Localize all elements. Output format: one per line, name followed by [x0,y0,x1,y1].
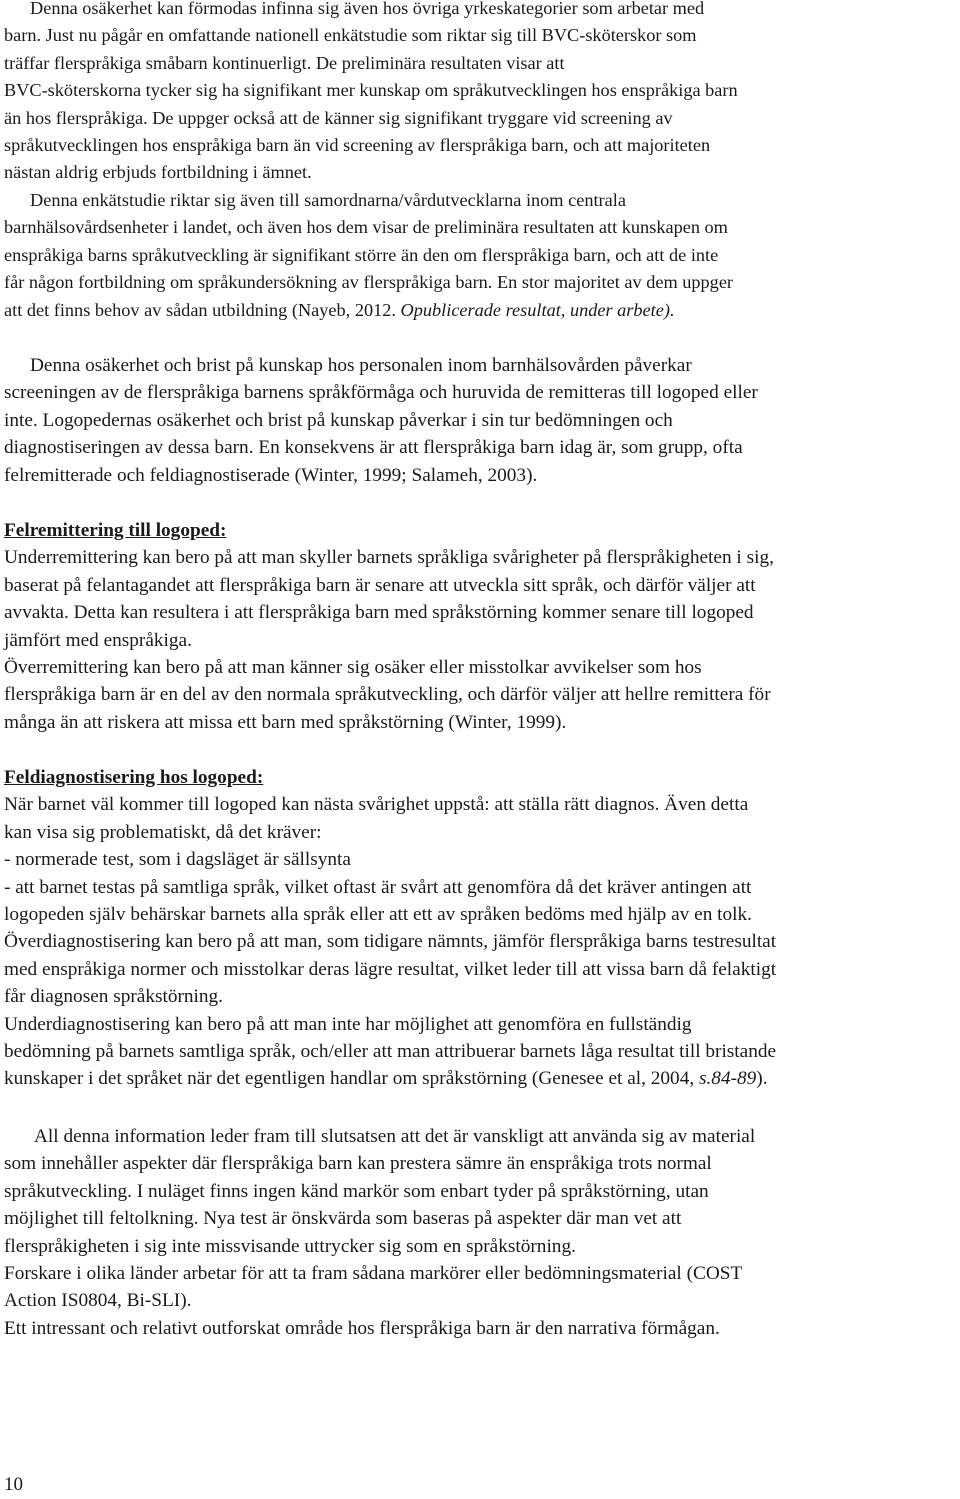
section-heading: Feldiagnostisering hos logoped: [4,767,264,788]
text-line: får diagnosen språkstörning. [4,986,224,1008]
text-line: jämfört med enspråkiga. [4,629,192,651]
text-line: diagnostiseringen av dessa barn. En konsekvens är att flerspråkiga barn idag är, som grupp, ofta [4,437,743,459]
text-line: Överremittering kan bero på att man känner sig osäker eller misstolkar avvikelser som hos [4,657,702,679]
text-line: barn. Just nu pågår en omfattande nationell enkätstudie som riktar sig till BVC-sköterskor som [4,25,697,46]
text-line: nästan aldrig erbjuds fortbildning i ämnet. [4,162,312,183]
text-line: än hos flerspråkiga. De uppger också att de känner sig signifikant tryggare vid screening av [4,107,673,128]
text-line: Denna enkätstudie riktar sig även till samordnarna/vårdutvecklarna inom centrala [30,190,626,210]
citation-text: kunskaper i det språket när det egentligen handlar om språkstörning (Genesee et al, 2004, [4,1068,699,1090]
page-number: 10 [4,1474,23,1495]
text-line: bedömning på barnets samtliga språk, och/eller att man attribuerar barnets låga resultat till bristande [4,1041,777,1063]
text-line: språkutvecklingen hos enspråkiga barn än vid screening av flerspråkiga barn, och att majoriteten [4,135,711,156]
text-line: får någon fortbildning om språkundersökning av flerspråkiga barn. En stor majoritet av dem uppger [4,272,734,293]
text-line: möjlighet till feltolkning. Nya test är önskvärda som baseras på aspekter där man vet att [4,1208,682,1230]
text-line: många än att riskera att missa ett barn med språkstörning (Winter, 1999). [4,711,567,733]
text-line: språkutveckling. I nuläget finns ingen känd markör som enbart tyder på språkstörning, utan [4,1180,709,1202]
text-line: screeningen av de flerspråkiga barnens språkförmåga och huruvida de remitteras till logoped eller [4,382,758,404]
paragraph-coordinators-survey [4,187,959,324]
citation-text: att det finns behov av sådan utbildning (Nayeb, 2012. [4,299,401,320]
text-line: med enspråkiga normer och misstolkar deras lägre resultat, vilket leder till att vissa barn då felaktigt [4,958,777,980]
paragraph-bvc-survey [4,0,959,187]
text-line: Forskare i olika länder arbetar för att ta fram sådana markörer eller bedömningsmaterial (COST [4,1263,743,1285]
text-line: Underremittering kan bero på att man skyller barnets språkliga svårigheter på flerspråkigheten i sig, [4,547,774,569]
text-line: Action IS0804, Bi-SLI). [4,1290,192,1312]
text-line: enspråkiga barns språkutveckling är signifikant större än den om flerspråkiga barn, och att de inte [4,244,719,265]
text-line: Överdiagnostisering kan bero på att man, som tidigare nämnts, jämför flerspråkiga barns testresultat [4,931,777,953]
text-line: träffar flerspråkiga småbarn kontinuerligt. De preliminära resultaten visar att [4,52,565,73]
text-line: Denna osäkerhet och brist på kunskap hos personalen inom barnhälsovården påverkar [30,355,692,376]
text-line [4,297,959,324]
text-line: som innehåller aspekter där flerspråkiga barn kan prestera sämre än enspråkiga trots normal [4,1153,712,1175]
citation-italic: s.84-89 [698,1068,757,1090]
paragraph-conclusion [4,1123,959,1342]
text-line: avvakta. Detta kan resultera i att flerspråkiga barn med språkstörning kommer senare till logoped [4,602,754,624]
text-line: logopeden själv behärskar barnets alla språk eller att ett av språken bedöms med hjälp av en tolk. [4,904,752,926]
section-misdiagnosis [4,764,959,1093]
text-line: Denna osäkerhet kan förmodas infinna sig även hos övriga yrkeskategorier som arbetar med [30,0,705,18]
text-line: inte. Logopedernas osäkerhet och brist på kunskap påverkar i sin tur bedömningen och [4,409,673,431]
list-item: - att barnet testas på samtliga språk, vilket oftast är svårt att genomföra då det kräver antingen att [4,876,752,898]
text-line: flerspråkiga barn är en del av den normala språkutveckling, och därför väljer att hellre remittera för [4,684,771,706]
list-item: - normerade test, som i dagsläget är sällsynta [4,849,351,871]
section-heading: Felremittering till logoped: [4,520,227,541]
paragraph-uncertainty [4,352,959,489]
citation-end: ). [756,1068,768,1090]
text-line: flerspråkigheten i sig inte missvisande uttrycker sig som en språkstörning. [4,1235,576,1257]
text-line: BVC-sköterskorna tycker sig ha signifikant mer kunskap om språkutvecklingen hos enspråkiga barn [4,80,738,101]
text-line: All denna information leder fram till slutsatsen att det är vanskligt att använda sig av material [34,1126,756,1147]
text-line: kan visa sig problematiskt, då det kräver: [4,821,322,843]
text-line: Ett intressant och relativt outforskat område hos flerspråkiga barn är den narrativa förmågan. [4,1317,720,1339]
text-line [4,1065,959,1092]
text-line: barnhälsovårdsenheter i landet, och även hos dem visar de preliminära resultaten att kunskapen om [4,217,728,238]
text-line: Underdiagnostisering kan bero på att man inte har möjlighet att genomföra en fullständig [4,1013,692,1035]
section-misreferral [4,517,959,736]
text-line: När barnet väl kommer till logoped kan nästa svårighet uppstå: att ställa rätt diagnos. Även detta [4,794,749,816]
text-line: felremitterade och feldiagnostiserade (Winter, 1999; Salameh, 2003). [4,464,538,486]
text-line: baserat på felantagandet att flerspråkiga barn är senare att utveckla sitt språk, och därför väljer att [4,574,756,596]
citation-italic: Opublicerade resultat, under arbete). [400,299,675,320]
